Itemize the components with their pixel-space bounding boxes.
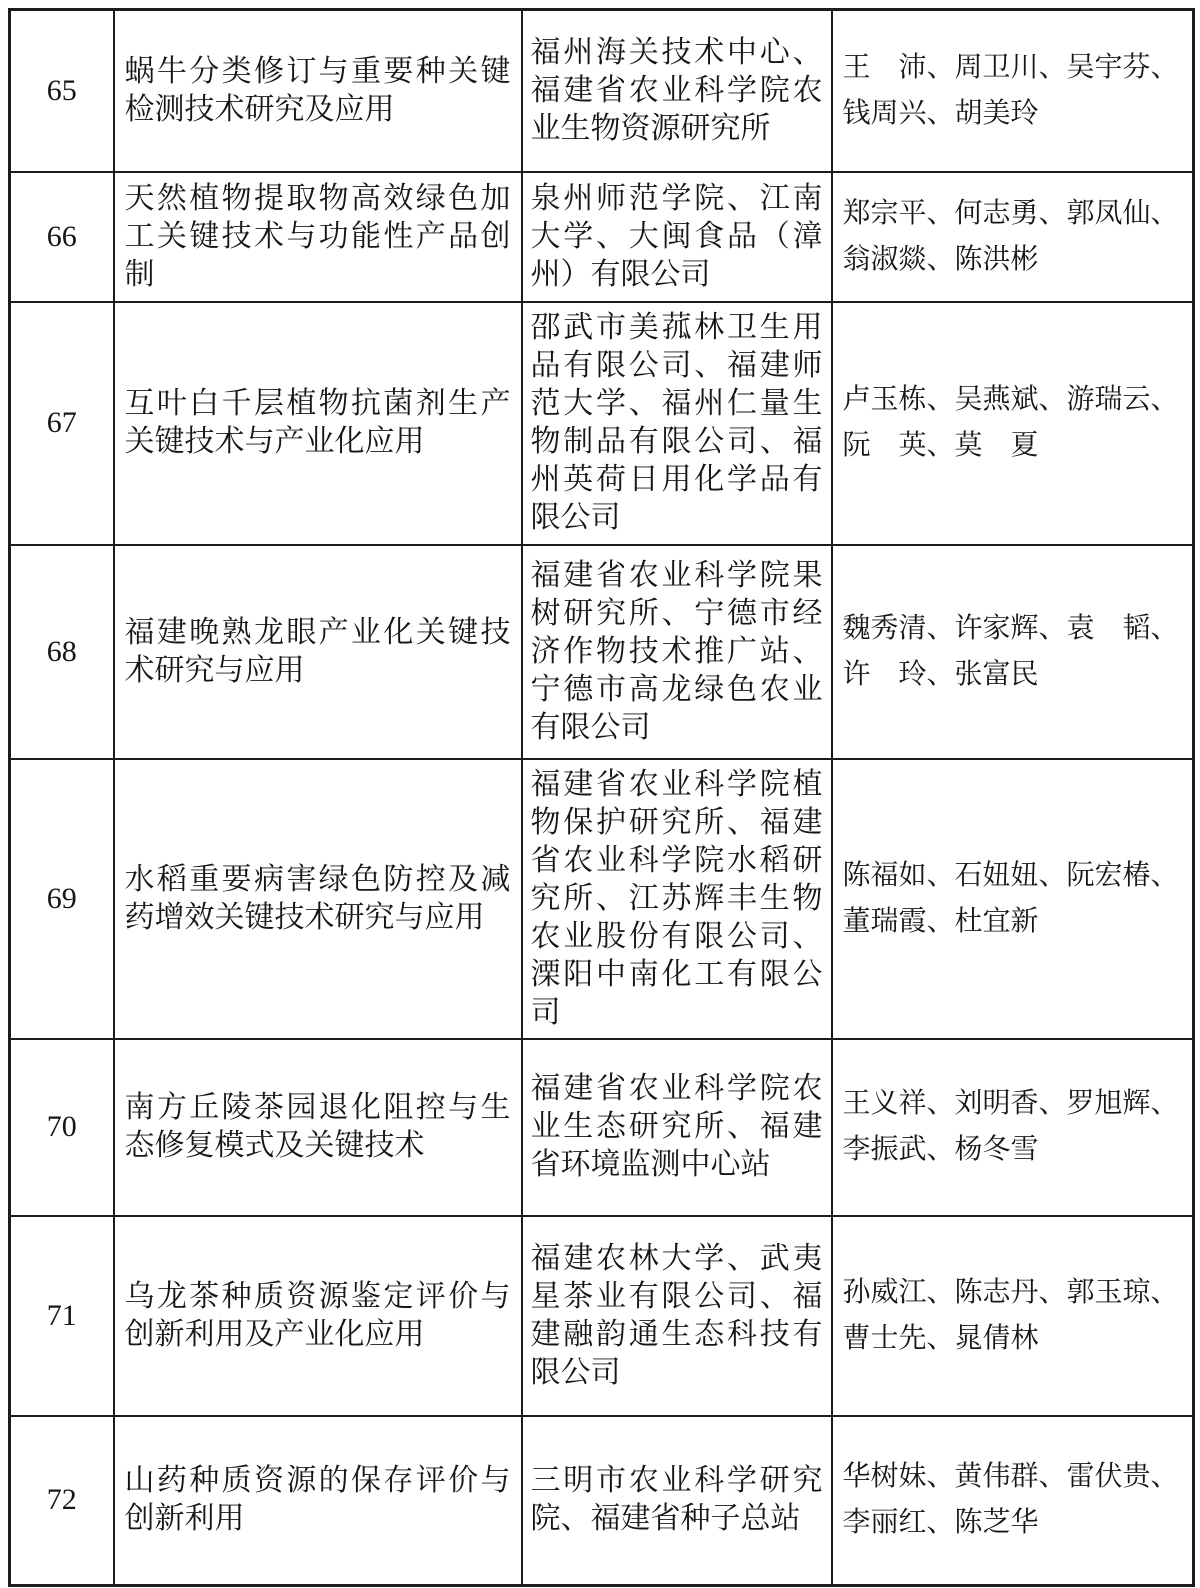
awardee-names: 陈福如、石妞妞、阮宏椿、董瑞霞、杜宜新 [832, 759, 1194, 1039]
table-row [10, 1416, 1194, 1586]
row-number: 67 [10, 302, 114, 545]
organizations: 福建农林大学、武夷星茶业有限公司、福建融韵通生态科技有限公司 [522, 1216, 832, 1416]
project-title: 山药种质资源的保存评价与创新利用 [114, 1416, 522, 1586]
row-number: 69 [10, 759, 114, 1039]
awardee-names: 华树妹、黄伟群、雷伏贵、李丽红、陈芝华 [832, 1416, 1194, 1586]
awardee-names: 魏秀清、许家辉、袁 韬、许 玲、张富民 [832, 545, 1194, 759]
row-number: 70 [10, 1039, 114, 1216]
awardee-names: 王义祥、刘明香、罗旭辉、李振武、杨冬雪 [832, 1039, 1194, 1216]
table-row [10, 172, 1194, 302]
table-row [10, 759, 1194, 1039]
award-project-table [8, 8, 1195, 1587]
awardee-names: 卢玉栋、吴燕斌、游瑞云、阮 英、莫 夏 [832, 302, 1194, 545]
project-title: 乌龙茶种质资源鉴定评价与创新利用及产业化应用 [114, 1216, 522, 1416]
organizations: 泉州师范学院、江南大学、大闽食品（漳州）有限公司 [522, 172, 832, 302]
project-title: 天然植物提取物高效绿色加工关键技术与功能性产品创制 [114, 172, 522, 302]
table-row [10, 545, 1194, 759]
organizations: 福建省农业科学院果树研究所、宁德市经济作物技术推广站、宁德市高龙绿色农业有限公司 [522, 545, 832, 759]
organizations: 福州海关技术中心、福建省农业科学院农业生物资源研究所 [522, 10, 832, 172]
table-row [10, 10, 1194, 172]
row-number: 71 [10, 1216, 114, 1416]
row-number: 66 [10, 172, 114, 302]
organizations: 福建省农业科学院植物保护研究所、福建省农业科学院水稻研究所、江苏辉丰生物农业股份有限公司、溧阳中南化工有限公司 [522, 759, 832, 1039]
organizations: 三明市农业科学研究院、福建省种子总站 [522, 1416, 832, 1586]
awardee-names: 王 沛、周卫川、吴宇芬、钱周兴、胡美玲 [832, 10, 1194, 172]
table-row [10, 302, 1194, 545]
project-title: 福建晚熟龙眼产业化关键技术研究与应用 [114, 545, 522, 759]
row-number: 68 [10, 545, 114, 759]
awardee-names: 孙威江、陈志丹、郭玉琼、曹士先、晁倩林 [832, 1216, 1194, 1416]
organizations: 邵武市美菰林卫生用品有限公司、福建师范大学、福州仁量生物制品有限公司、福州英荷日用化学品有限公司 [522, 302, 832, 545]
awardee-names: 郑宗平、何志勇、郭凤仙、翁淑燚、陈洪彬 [832, 172, 1194, 302]
project-title: 水稻重要病害绿色防控及减药增效关键技术研究与应用 [114, 759, 522, 1039]
table-row [10, 1039, 1194, 1216]
table-row [10, 1216, 1194, 1416]
project-title: 南方丘陵茶园退化阻控与生态修复模式及关键技术 [114, 1039, 522, 1216]
project-title: 蜗牛分类修订与重要种关键检测技术研究及应用 [114, 10, 522, 172]
organizations: 福建省农业科学院农业生态研究所、福建省环境监测中心站 [522, 1039, 832, 1216]
row-number: 72 [10, 1416, 114, 1586]
row-number: 65 [10, 10, 114, 172]
project-title: 互叶白千层植物抗菌剂生产关键技术与产业化应用 [114, 302, 522, 545]
